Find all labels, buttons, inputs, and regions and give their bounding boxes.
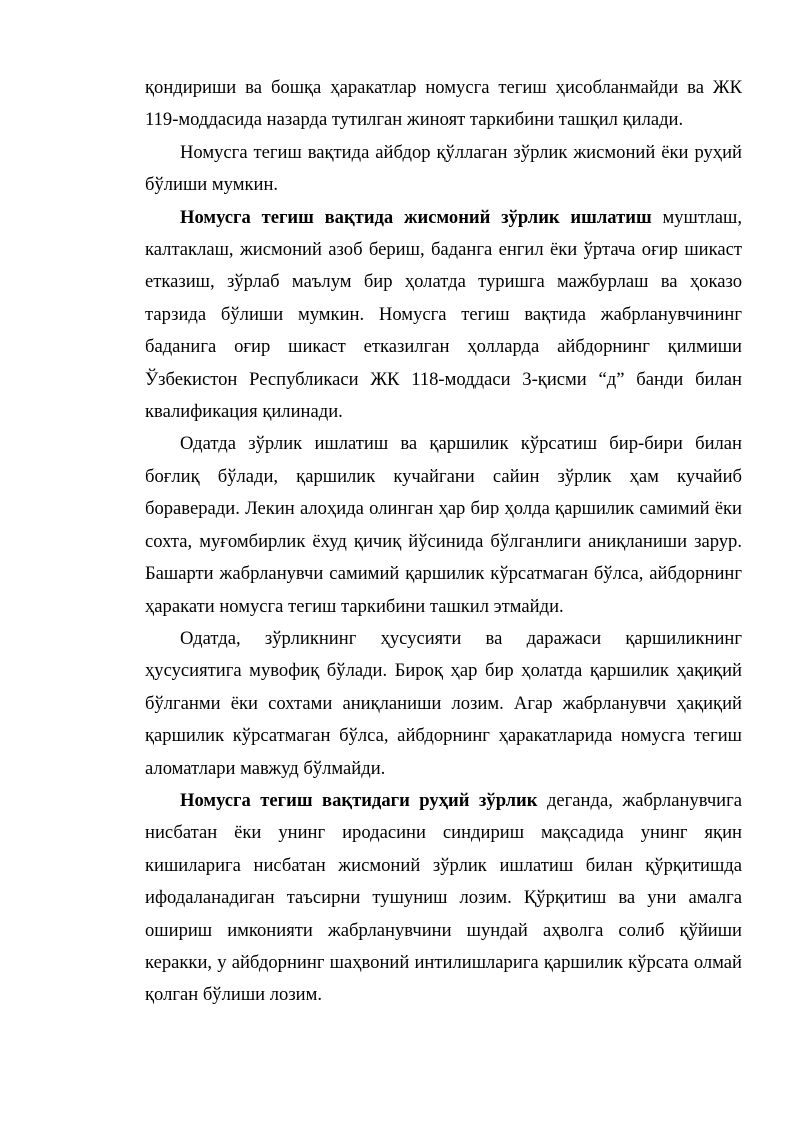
paragraph-3	[145, 202, 742, 429]
paragraph-2	[145, 137, 742, 202]
paragraph-3-text: муштлаш, калтаклаш, жисмоний азоб бериш, баданга енгил ёки ўртача оғир шикаст етказиш, зўрлаб маълум бир ҳолатда туришга мажбурлаш ва ҳоказо тарзида бўлиши мумкин. Номусга тегиш вақтида жабрланувчининг баданига оғир шикаст етказилган ҳолларда айбдорнинг қилмиши Ўзбекистон Республикаси ЖК 118-моддаси 3-қисми “д” банди билан квалификация қилинади.	[145, 206, 742, 423]
paragraph-4	[145, 428, 742, 622]
paragraph-2-text: Номусга тегиш вақтида айбдор қўллаган зўрлик жисмоний ёки руҳий бўлиши мумкин.	[145, 141, 742, 196]
paragraph-5	[145, 623, 742, 785]
paragraph-6-heading: Номусга тегиш вақтидаги руҳий зўрлик	[180, 789, 538, 811]
paragraph-1-text: қондириши ва бошқа ҳаракатлар номусга тегиш ҳисобланмайди ва ЖК 119-моддасида назарда тутилган жиноят таркибини ташқил қилади.	[145, 77, 742, 131]
paragraph-1	[145, 72, 742, 137]
paragraph-3-heading: Номусга тегиш вақтида жисмоний зўрлик ишлатиш	[180, 206, 652, 228]
paragraph-5-text: Одатда, зўрликнинг ҳусусияти ва даражаси қаршиликнинг ҳусусиятига мувофиқ бўлади. Бироқ ҳар бир ҳолатда қаршилик ҳақиқий бўлганми ёки сохтами аниқланиши лозим. Агар жабрланувчи ҳақиқий қаршилик кўрсатмаган бўлса, айбдорнинг ҳаракатларида номусга тегиш аломатлари мавжуд бўлмайди.	[145, 627, 742, 779]
document-body	[145, 72, 742, 1012]
paragraph-6	[145, 785, 742, 1012]
paragraph-4-text: Одатда зўрлик ишлатиш ва қаршилик кўрсатиш бир-бири билан боғлиқ бўлади, қаршилик кучайгани сайин зўрлик ҳам кучайиб бораверади. Лекин алоҳида олинган ҳар бир ҳолда қаршилик самимий ёки сохта, муғомбирлик ёхуд қичиқ йўсинида бўлганлиги аниқланиши зарур. Башарти жабрланувчи самимий қаршилик кўрсатмаган бўлса, айбдорнинг ҳаракати номусга тегиш таркибини ташкил этмайди.	[145, 433, 742, 617]
paragraph-6-text: деганда, жабрланувчига нисбатан ёки унинг иродасини синдириш мақсадида унинг яқин кишиларига нисбатан жисмоний зўрлик ишлатиш билан қўрқитишда ифодаланадиган таъсирни тушуниш лозим. Қўрқитиш ва уни амалга ошириш имконияти жабрланувчини шундай аҳволга солиб қўйиши керакки, у айбдорнинг шаҳвоний интилишларига қаршилик кўрсата олмай қолган бўлиши лозим.	[145, 789, 742, 1006]
